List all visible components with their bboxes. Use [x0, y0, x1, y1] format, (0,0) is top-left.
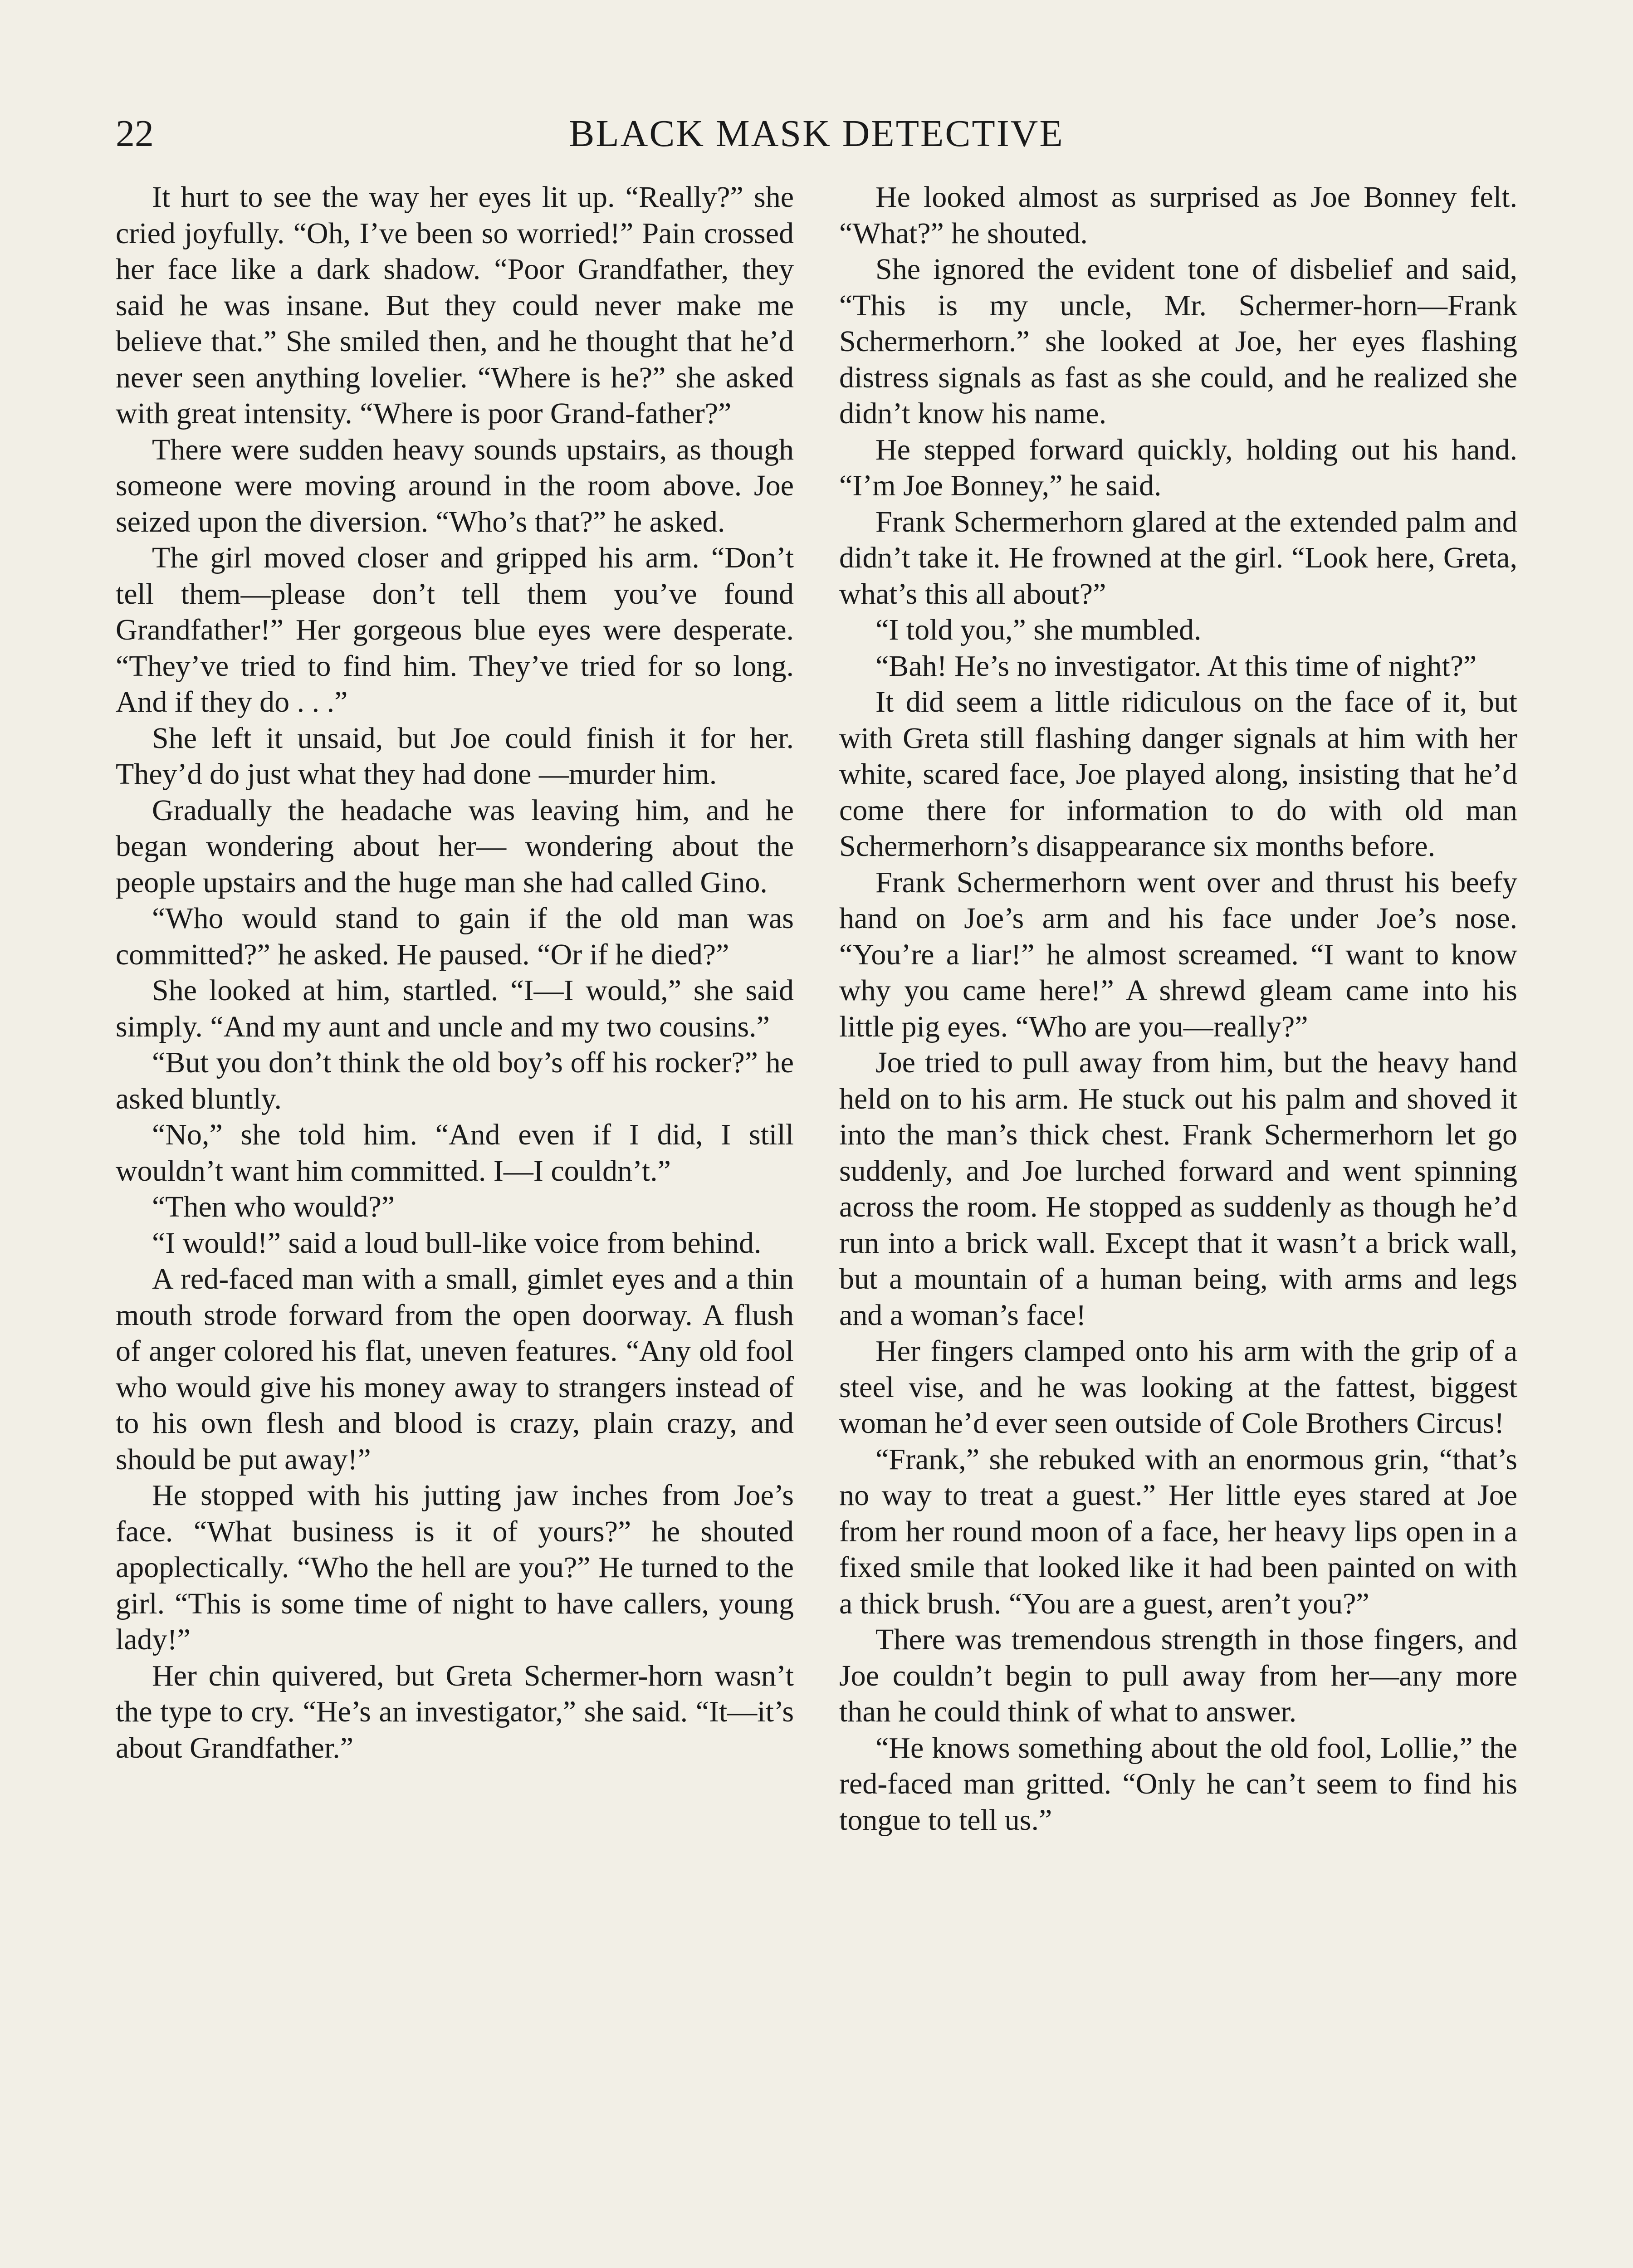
paragraph: She ignored the evident tone of disbelief and said, “This is my uncle, Mr. Schermer-horn—Frank Schermerhorn.” she looked at Joe, her eyes flashing distress signals as fast as she could, and he realized she didn’t know his name. — [839, 253, 1517, 430]
paragraph: He stopped with his jutting jaw inches from Joe’s face. “What business is it of yours?” he shouted apoplectically. “Who the hell are you?” He turned to the girl. “This is some time of night to have callers, young lady!” — [116, 1479, 794, 1656]
left-column — [116, 179, 794, 1766]
paragraph: It did seem a little ridiculous on the face of it, but with Greta still flashing danger signals at him with her white, scared face, Joe played along, insisting that he’d come there for information to do with old man Schermerhorn’s disappearance six months before. — [839, 685, 1517, 863]
page-header — [116, 109, 1517, 163]
paragraph: There was tremendous strength in those fingers, and Joe couldn’t begin to pull away from her—any more than he could think of what to answer. — [839, 1623, 1517, 1728]
paragraph: “He knows something about the old fool, Lollie,” the red-faced man gritted. “Only he can’t seem to find his tongue to tell us.” — [839, 1731, 1517, 1837]
paragraph: She left it unsaid, but Joe could finish it for her. They’d do just what they had done —murder him. — [116, 721, 794, 791]
paragraph: “Who would stand to gain if the old man was committed?” he asked. He paused. “Or if he died?” — [116, 902, 794, 971]
paragraph: Frank Schermerhorn went over and thrust his beefy hand on Joe’s arm and his face under Joe’s nose. “You’re a liar!” he almost screamed. “I want to know why you came here!” A shrewd gleam came into his little pig eyes. “Who are you—really?” — [839, 865, 1517, 1043]
paragraph: “Frank,” she rebuked with an enormous grin, “that’s no way to treat a guest.” Her little eyes stared at Joe from her round moon of a face, her heavy lips open in a fixed smile that looked like it had been painted on with a thick brush. “You are a guest, aren’t you?” — [839, 1442, 1517, 1620]
paragraph: “But you don’t think the old boy’s off his rocker?” he asked bluntly. — [116, 1046, 794, 1115]
paragraph: “I told you,” she mumbled. — [875, 613, 1202, 646]
paragraph: The girl moved closer and gripped his arm. “Don’t tell them—please don’t tell them you’ve found Grandfather!” Her gorgeous blue eyes were desperate. “They’ve tried to find him. They’ve tried for so long. And if they do . . .” — [116, 541, 794, 719]
paragraph: Joe tried to pull away from him, but the heavy hand held on to his arm. He stuck out his palm and shoved it into the man’s thick chest. Frank Schermerhorn let go suddenly, and Joe lurched forward and went spinning across the room. He stopped as suddenly as though he’d run into a brick wall. Except that it wasn’t a brick wall, but a mountain of a human being, with arms and legs and a woman’s face! — [839, 1046, 1517, 1332]
right-column — [839, 179, 1517, 1838]
paragraph: “Bah! He’s no investigator. At this time of night?” — [875, 649, 1477, 683]
paragraph: Her fingers clamped onto his arm with the grip of a steel vise, and he was looking at the fattest, biggest woman he’d ever seen outside of Cole Brothers Circus! — [839, 1334, 1517, 1440]
paragraph: “I would!” said a loud bull-like voice from behind. — [152, 1226, 762, 1260]
paragraph: “Then who would?” — [152, 1190, 395, 1223]
paragraph: There were sudden heavy sounds upstairs, as though someone were moving around in the room above. Joe seized upon the diversion. “Who’s that?” he asked. — [116, 433, 794, 538]
page-number: 22 — [116, 112, 154, 155]
paragraph: She looked at him, startled. “I—I would,” she said simply. “And my aunt and uncle and my two cousins.” — [116, 974, 794, 1043]
paragraph: Frank Schermerhorn glared at the extended palm and didn’t take it. He frowned at the girl. “Look here, Greta, what’s this all about?” — [839, 505, 1517, 611]
paragraph: It hurt to see the way her eyes lit up. “Really?” she cried joyfully. “Oh, I’ve been so worried!” Pain crossed her face like a dark shadow. “Poor Grandfather, they said he was insane. But they could never make me believe that.” She smiled then, and he thought that he’d never seen anything lovelier. “Where is he?” she asked with great intensity. “Where is poor Grand-father?” — [116, 181, 794, 430]
running-title: BLACK MASK DETECTIVE — [569, 112, 1064, 155]
paragraph: Her chin quivered, but Greta Schermer-horn wasn’t the type to cry. “He’s an investigator,” she said. “It—it’s about Grandfather.” — [116, 1659, 794, 1765]
paragraph: A red-faced man with a small, gimlet eyes and a thin mouth strode forward from the open doorway. A flush of anger colored his flat, uneven features. “Any old fool who would give his money away to strangers instead of to his own flesh and blood is crazy, plain crazy, and should be put away!” — [116, 1262, 794, 1476]
paragraph: He stepped forward quickly, holding out his hand. “I’m Joe Bonney,” he said. — [839, 433, 1517, 502]
paragraph: Gradually the headache was leaving him, and he began wondering about her— wondering about the people upstairs and the huge man she had called Gino. — [116, 793, 794, 899]
paragraph: “No,” she told him. “And even if I did, I still wouldn’t want him committed. I—I couldn’t.” — [116, 1118, 794, 1188]
paragraph: He looked almost as surprised as Joe Bonney felt. “What?” he shouted. — [839, 181, 1517, 250]
